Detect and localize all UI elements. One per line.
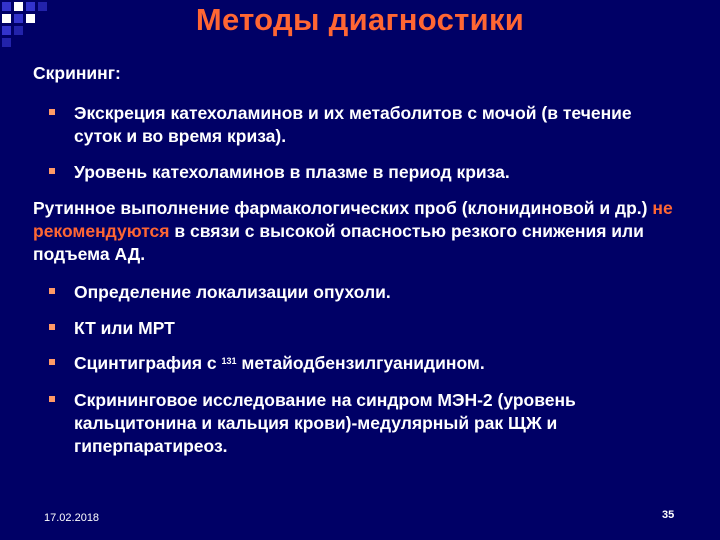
bullet-text: Уровень катехоламинов в плазме в период криза. xyxy=(74,162,510,182)
slide-date: 17.02.2018 xyxy=(44,512,100,524)
bullet-text: Определение локализации опухоли. xyxy=(74,282,391,302)
list-item xyxy=(49,161,680,184)
scintigraphy-post: метайодбензилгуанидином. xyxy=(236,353,485,373)
isotope-superscript: 131 xyxy=(221,356,237,366)
scintigraphy-pre: Сцинтиграфия с xyxy=(74,353,222,373)
list-item xyxy=(49,281,680,304)
paragraph-part2: в связи с высокой опасностью резкого снижения или подъема АД. xyxy=(33,221,644,264)
slide-title: Методы диагностики xyxy=(195,2,525,37)
list-item xyxy=(49,352,680,375)
bullet-text: КТ или МРТ xyxy=(74,318,175,338)
bullet-square-icon xyxy=(49,324,55,330)
screening-heading: Скрининг: xyxy=(33,63,121,83)
list-item xyxy=(49,317,680,340)
page-number: 35 xyxy=(662,509,675,521)
recommendation-paragraph xyxy=(33,197,700,266)
bullet-square-icon xyxy=(49,109,55,115)
paragraph-part1: Рутинное выполнение фармакологических проб (клонидиновой и др.) xyxy=(33,198,653,218)
bullet-square-icon xyxy=(49,288,55,294)
list-item xyxy=(49,389,680,458)
bullet-square-icon xyxy=(49,168,55,174)
bullet-square-icon xyxy=(49,359,55,365)
bullet-square-icon xyxy=(49,396,55,402)
paragraph-highlight: не рекомендуются xyxy=(33,198,673,241)
bullet-text: Экскреция катехоламинов и их метаболитов с мочой (в течение суток и во время криза). xyxy=(74,103,632,146)
list-item xyxy=(49,102,680,148)
bullet-text xyxy=(74,352,680,375)
bullet-text: Скрининговое исследование на синдром МЭН-2 (уровень кальцитонина и кальция крови)-медулярный рак ЩЖ и гиперпаратиреоз. xyxy=(74,390,576,456)
